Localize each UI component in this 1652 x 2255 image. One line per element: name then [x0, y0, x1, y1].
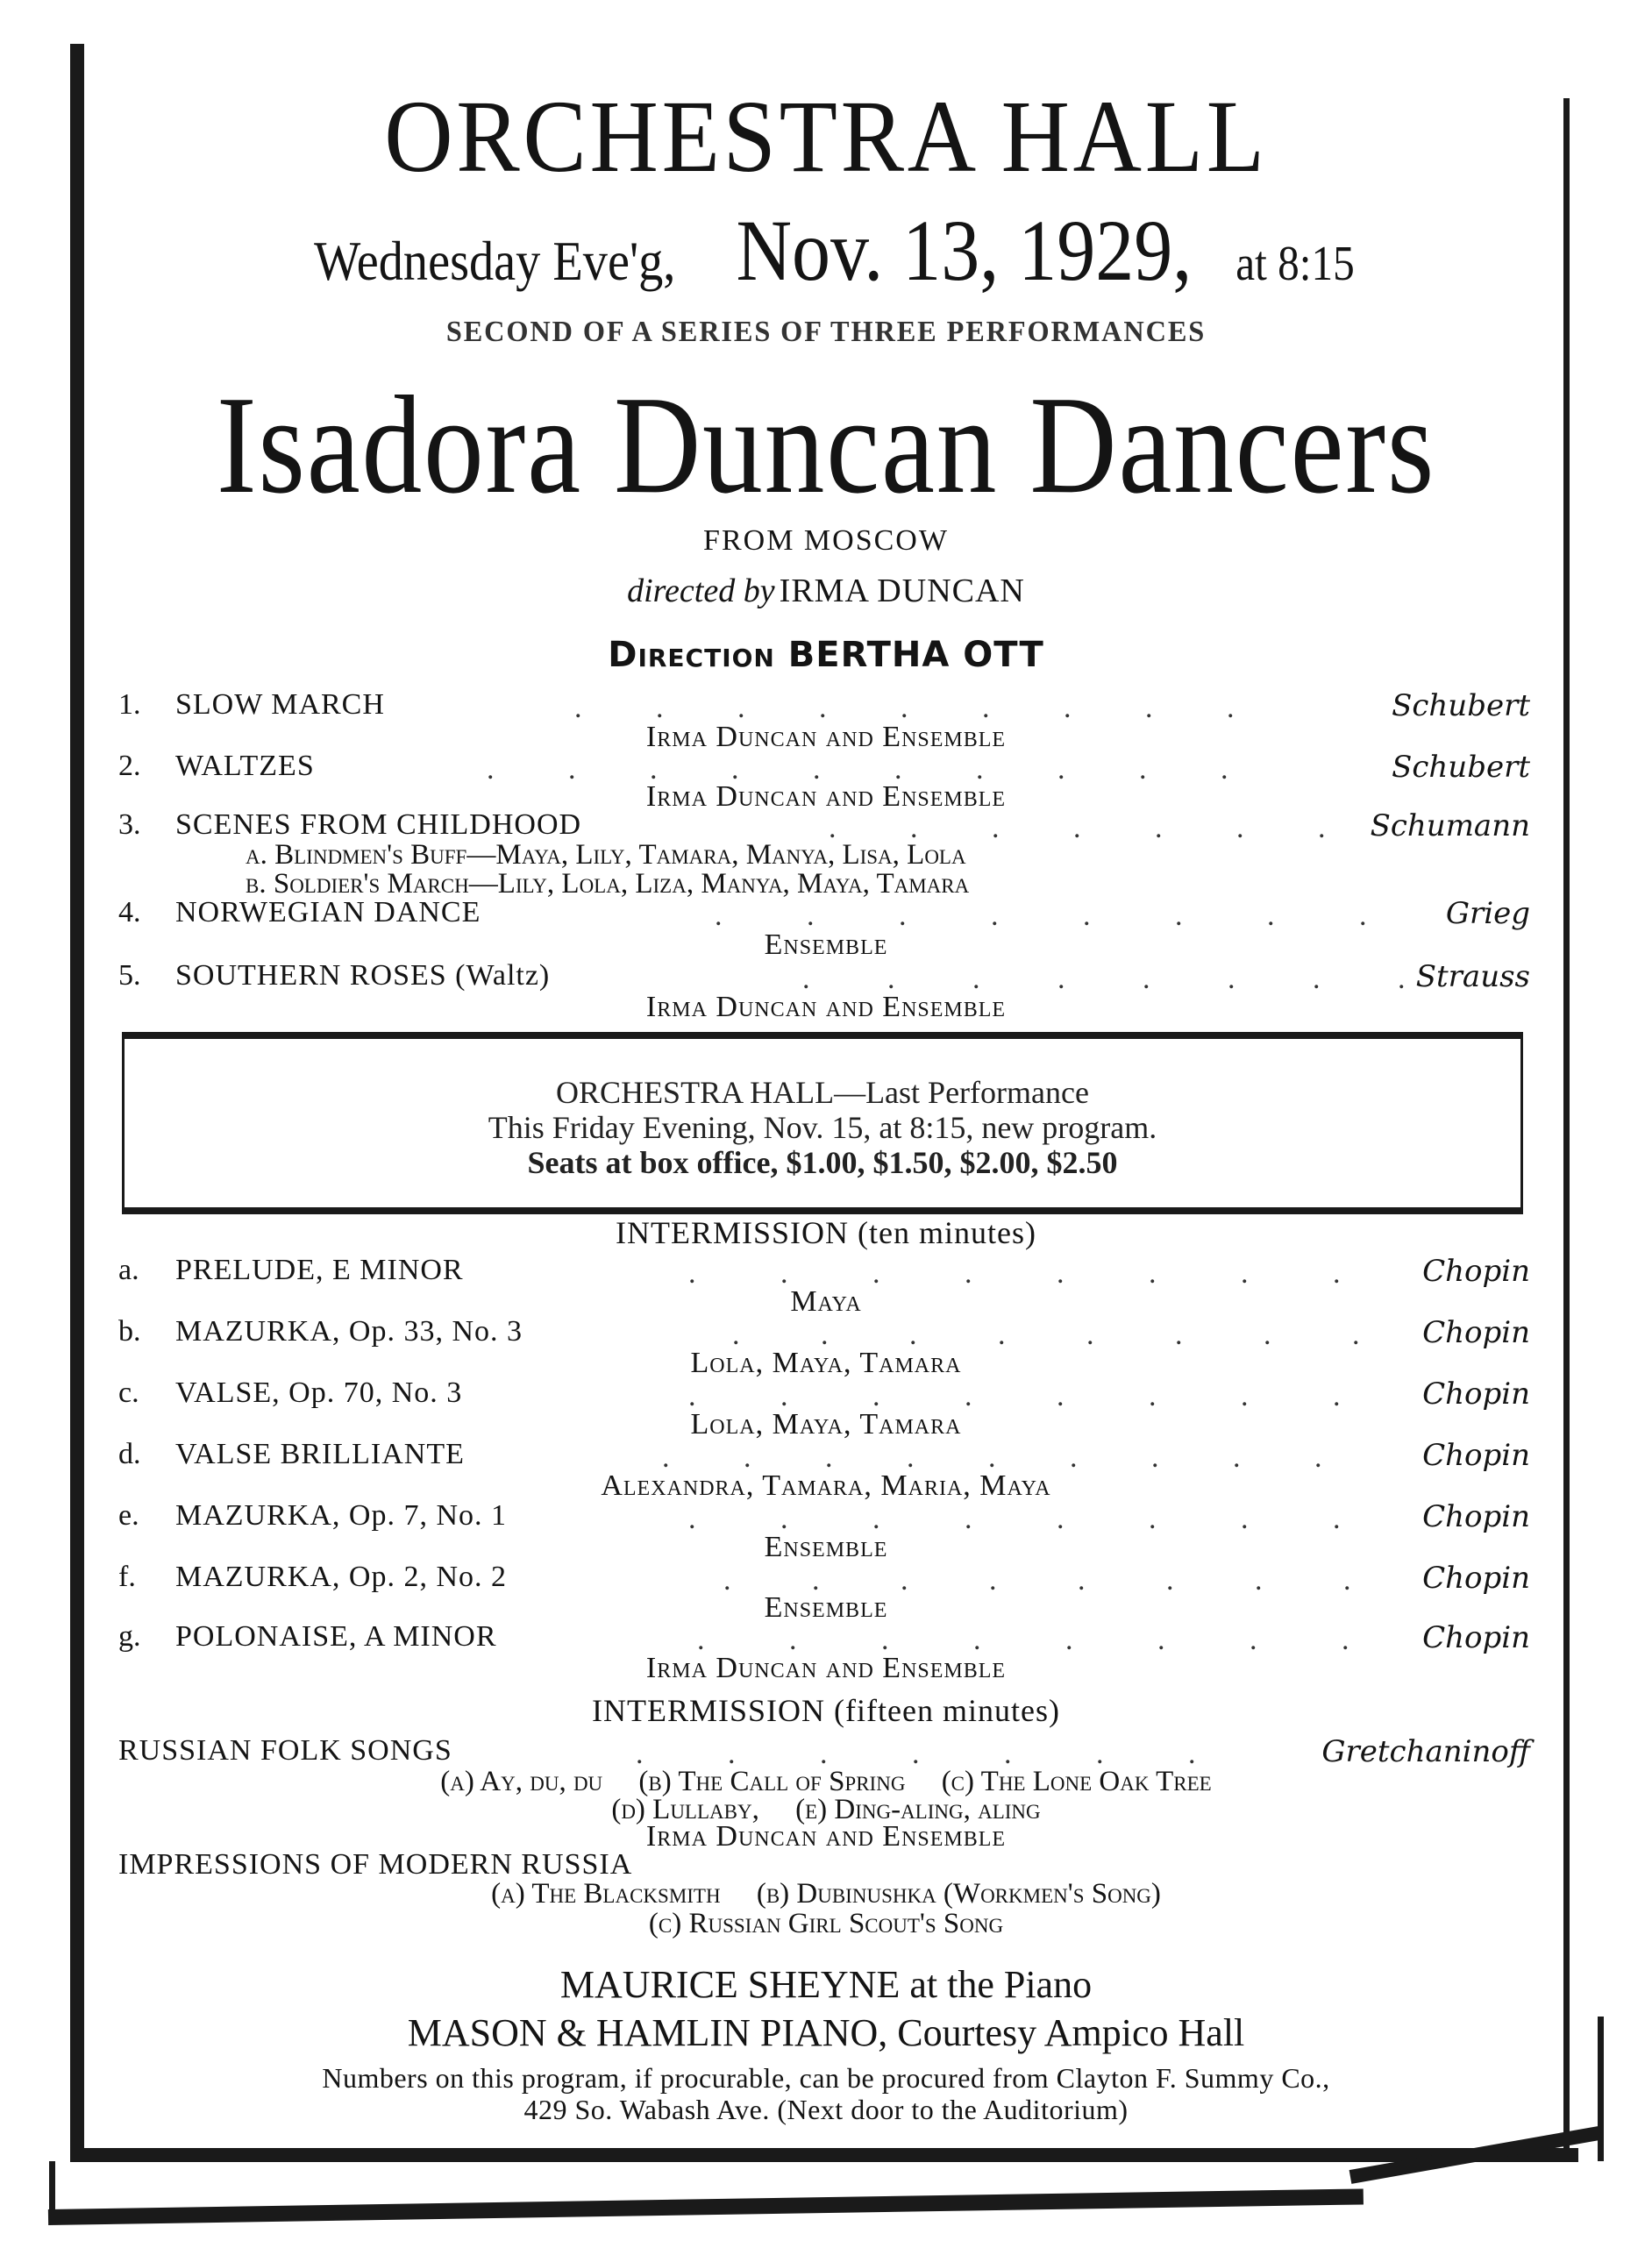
director-line: [0, 572, 1652, 610]
piece-title: PRELUDE, E MINOR: [175, 1254, 464, 1286]
program-item: [118, 750, 1530, 785]
modern-russia-list: (a) The Blacksmith (b) Dubinushka (Workmen's Song): [491, 1878, 1161, 1910]
program-item: [118, 1254, 1530, 1289]
performers: Alexandra, Tamara, Maria, Maya: [601, 1469, 1051, 1502]
director-name: IRMA DUNCAN: [779, 573, 1025, 609]
item-number: c.: [118, 1376, 139, 1409]
item-number: g.: [118, 1620, 141, 1653]
program-item: [118, 808, 1530, 843]
sub-item: b. Soldier's March—Lily, Lola, Liza, Manya, Maya, Tamara: [246, 868, 970, 900]
piece-title: SLOW MARCH: [175, 688, 385, 721]
item-number: e.: [118, 1499, 139, 1532]
date-line: [0, 200, 1652, 301]
sheet-music-address: 429 So. Wabash Ave. (Next door to the Auditorium): [523, 2094, 1129, 2125]
performers: Lola, Maya, Tamara: [690, 1408, 962, 1440]
leader-dots: . . . . . . .: [829, 812, 1359, 844]
program-item: [118, 1376, 1530, 1412]
item-number: 1.: [118, 688, 141, 721]
leader-dots: . . . . . . . .: [715, 900, 1406, 932]
time-label: at 8:15: [1235, 237, 1355, 291]
venue-title: ORCHESTRA HALL: [384, 79, 1268, 194]
performers: Irma Duncan and Ensemble: [645, 1652, 1007, 1684]
piece-title: VALSE BRILLIANTE: [175, 1438, 465, 1470]
composer-name: Strauss: [1415, 959, 1530, 994]
composer-name: Gretchaninoff: [1321, 1734, 1530, 1769]
performers: Irma Duncan and Ensemble: [645, 721, 1007, 753]
piece-title: SOUTHERN ROSES (Waltz): [175, 959, 551, 992]
leader-dots: . . . . . . . .: [688, 1380, 1379, 1412]
piece-title: NORWEGIAN DANCE: [175, 896, 481, 928]
intermission-heading: INTERMISSION (fifteen minutes): [592, 1693, 1060, 1728]
leader-dots: . . . . . . . . .: [662, 1441, 1356, 1474]
last-performance-notice: [122, 1032, 1523, 1214]
piece-title: MAZURKA, Op. 33, No. 3: [175, 1315, 523, 1348]
performers: Maya: [790, 1285, 862, 1318]
piece-title: IMPRESSIONS OF MODERN RUSSIA: [118, 1848, 633, 1881]
item-number: b.: [118, 1315, 141, 1348]
program-item: [118, 1561, 1530, 1596]
leader-dots: . . . . . . . .: [688, 1503, 1379, 1535]
notice-headline: ORCHESTRA HALL—Last Performance: [556, 1075, 1089, 1110]
folk-songs-list: (a) Ay, du, du (b) The Call of Spring (c) The Lone Oak Tree: [440, 1766, 1212, 1797]
leader-dots: . . . . . . . .: [697, 1624, 1388, 1656]
directed-by-label: directed by: [627, 573, 775, 609]
piece-title: POLONAISE, A MINOR: [175, 1620, 497, 1653]
performers: Lola, Maya, Tamara: [690, 1347, 962, 1379]
composer-name: Chopin: [1422, 1254, 1530, 1289]
folk-songs-list: (d) Lullaby, (e) Ding-aling, aling: [611, 1794, 1041, 1825]
item-number: 3.: [118, 808, 141, 841]
leader-dots: . . . . . . . .: [802, 963, 1441, 995]
performers: Irma Duncan and Ensemble: [645, 991, 1007, 1023]
leader-dots: . . . . . . .: [636, 1738, 1235, 1770]
leader-dots: . . . . . . . .: [688, 1257, 1379, 1290]
program-item: [118, 896, 1530, 931]
leader-dots: . . . . . . . . . .: [487, 753, 1262, 786]
composer-name: Schubert: [1392, 688, 1530, 723]
item-number: 2.: [118, 750, 141, 782]
series-subtitle: SECOND OF A SERIES OF THREE PERFORMANCES: [445, 316, 1207, 348]
composer-name: Schubert: [1392, 750, 1530, 785]
item-number: d.: [118, 1438, 141, 1470]
composer-name: Chopin: [1422, 1438, 1530, 1473]
item-number: 4.: [118, 896, 141, 928]
item-number: a.: [118, 1254, 139, 1286]
leader-dots: . . . . . . . .: [732, 1319, 1397, 1351]
item-number: f.: [118, 1561, 136, 1593]
piece-title: WALTZES: [175, 750, 315, 782]
program-item: [118, 1499, 1530, 1534]
day-label: Wednesday Eve'g,: [314, 230, 676, 292]
program-item: [118, 1438, 1530, 1473]
leader-dots: . . . . . . . . .: [574, 692, 1268, 724]
performers: Ensemble: [764, 928, 888, 961]
sheet-music-note: Numbers on this program, if procurable, can be procured from Clayton F. Summy Co.,: [322, 2062, 1330, 2094]
item-number: 5.: [118, 959, 141, 992]
bottom-outer-border-rule: [48, 2188, 1364, 2225]
piece-title: RUSSIAN FOLK SONGS: [118, 1734, 452, 1767]
composer-name: Chopin: [1422, 1376, 1530, 1412]
notice-date: This Friday Evening, Nov. 15, at 8:15, new program.: [488, 1110, 1157, 1145]
left-outer-border-rule: [49, 2161, 55, 2214]
performers: Ensemble: [764, 1531, 888, 1563]
composer-name: Chopin: [1422, 1315, 1530, 1350]
pianist-credit: MAURICE SHEYNE at the Piano: [559, 1963, 1093, 2006]
program-item: [118, 1620, 1530, 1655]
modern-russia-list: (c) Russian Girl Scout's Song: [648, 1908, 1004, 1939]
piece-title: SCENES FROM CHILDHOOD: [175, 808, 582, 841]
program-item: [118, 688, 1530, 723]
direction-credit: Direction BERTHA OTT: [608, 635, 1044, 675]
performers: Ensemble: [764, 1591, 888, 1624]
piece-title: VALSE, Op. 70, No. 3: [175, 1376, 463, 1409]
origin-label: FROM MOSCOW: [703, 524, 949, 557]
company-title: Isadora Duncan Dancers: [216, 366, 1436, 523]
bottom-border-rule: [70, 2148, 1578, 2162]
performers: Irma Duncan and Ensemble: [645, 780, 1007, 813]
sub-item: a. Blindmen's Buff—Maya, Lily, Tamara, Manya, Lisa, Lola: [246, 839, 966, 871]
program-item: [118, 1734, 1530, 1769]
date-label: Nov. 13, 1929,: [736, 202, 1193, 299]
piano-credit: MASON & HAMLIN PIANO, Courtesy Ampico Hall: [407, 2011, 1245, 2054]
program-item: [118, 1315, 1530, 1350]
composer-name: Chopin: [1422, 1620, 1530, 1655]
leader-dots: . . . . . . . .: [723, 1564, 1388, 1597]
composer-name: Grieg: [1445, 896, 1530, 931]
piece-title: MAZURKA, Op. 7, No. 1: [175, 1499, 507, 1532]
notice-prices: Seats at box office, $1.00, $1.50, $2.00, $2.50: [527, 1145, 1118, 1180]
intermission-heading: INTERMISSION (ten minutes): [616, 1215, 1036, 1250]
composer-name: Chopin: [1422, 1499, 1530, 1534]
performers: Irma Duncan and Ensemble: [645, 1820, 1007, 1853]
composer-name: Chopin: [1422, 1561, 1530, 1596]
composer-name: Schumann: [1370, 808, 1530, 843]
program-item: [118, 959, 1530, 994]
piece-title: MAZURKA, Op. 2, No. 2: [175, 1561, 507, 1593]
